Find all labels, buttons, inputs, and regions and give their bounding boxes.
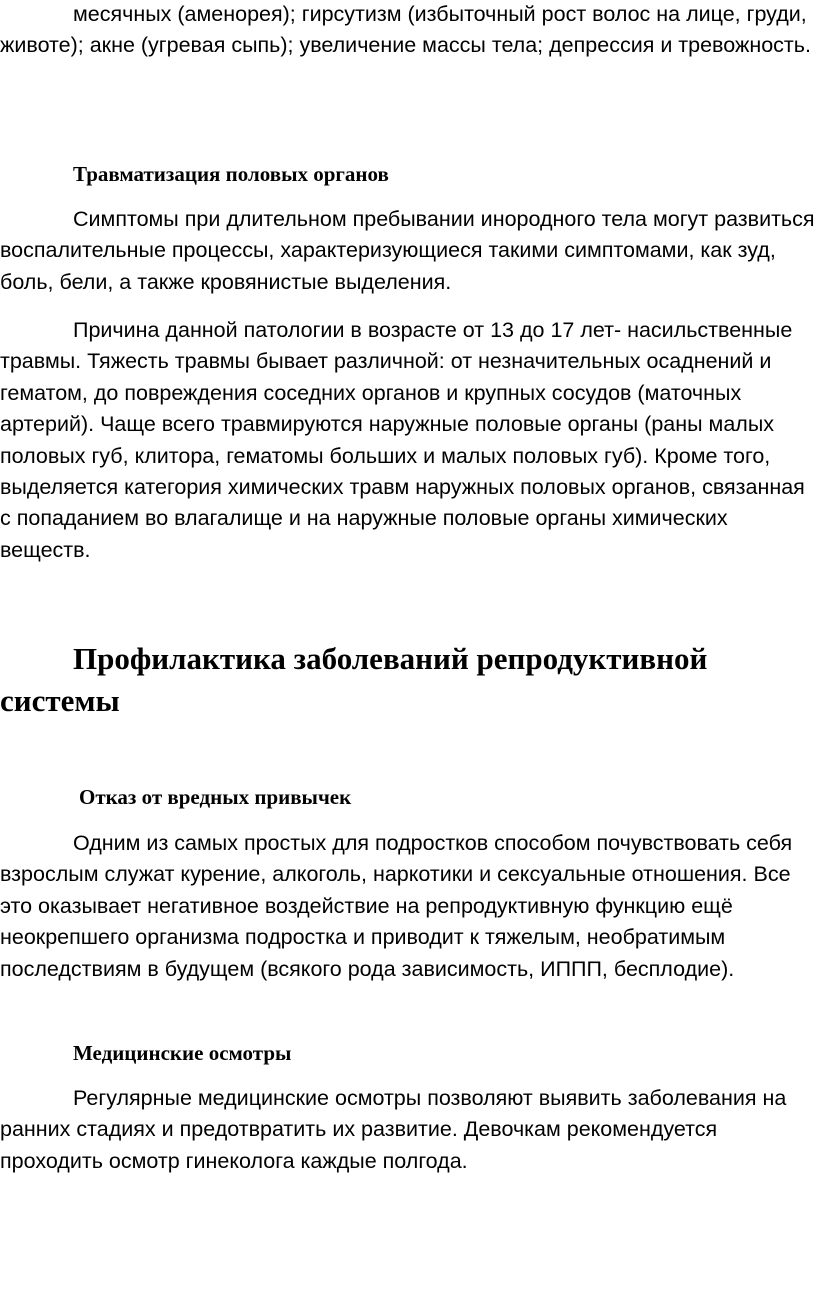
prevention-heading: Профилактика заболеваний репродуктивной системы xyxy=(0,641,708,718)
intro-paragraph: месячных (аменорея); гирсутизм (избыточный рост волос на лице, груди, животе); акне (угревая сыпь); увеличение массы тела; депрессия и тревожность. xyxy=(0,2,811,58)
trauma-causes-paragraph: Причина данной патологии в возрасте от 13 до 17 лет- насильственные травмы. Тяжесть травмы бывает различной: от незначительных осаднений и гематом, до повреждения соседних органов и крупных сосудов (маточных артерий). Чаще всего травмируются наружные половые органы (раны малых половых губ, клитора, гематомы больших и малых половых губ). Кроме того, выделяется категория химических травм наружных половых органов, связанная с попаданием во влагалище и на наружные половые органы химических веществ. xyxy=(0,318,805,562)
habits-paragraph: Одним из самых простых для подростков способом почувствовать себя взрослым служат курение, алкоголь, наркотики и сексуальные отношения. Все это оказывает негативное воздействие на репродуктивную функцию ещё неокрепшего организма подростка и приводит к тяжелым, необратимым последствиям в будущем (всякого рода зависимость, ИППП, бесплодие). xyxy=(0,831,793,981)
trauma-heading: Травматизация половых органов xyxy=(73,162,389,186)
checkups-paragraph: Регулярные медицинские осмотры позволяют выявить заболевания на ранних стадиях и предотвратить их развитие. Девочкам рекомендуется проходить осмотр гинеколога каждые полгода. xyxy=(0,1086,787,1173)
habits-heading: Отказ от вредных привычек xyxy=(79,785,352,809)
trauma-symptoms-paragraph: Симптомы при длительном пребывании инородного тела могут развиться воспалительные процессы, характеризующиеся такими симптомами, как зуд, боль, бели, а также кровянистые выделения. xyxy=(0,207,815,294)
checkups-heading: Медицинские осмотры xyxy=(73,1041,292,1065)
